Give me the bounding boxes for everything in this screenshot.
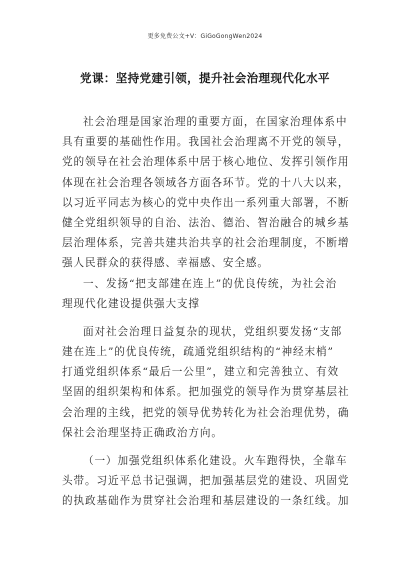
paragraph-line: 社会治理是国家治理的重要方面，在国家治理体系中: [83, 116, 348, 128]
paragraph-line: 打通党组织体系“最后一公里”，建立和完善独立、有效: [62, 366, 339, 379]
paragraph-line: 具有重要的基础性作用。我国社会治理离不开党的领导，: [62, 136, 350, 149]
paragraph-line: 强人民群众的获得感、幸福感、安全感。: [62, 257, 269, 270]
header-note: 更多免费公文+V：GiGoGongWen2024: [147, 33, 263, 40]
paragraph-line: （一）加强党组织体系化建设。火车跑得快，全靠车: [83, 455, 348, 467]
paragraph-line: 会治理的主线，把党的领导优势转化为社会治理优势，确: [62, 406, 350, 419]
paragraph-line: 保社会治理坚持正确政治方向。: [62, 426, 223, 439]
document-body: [62, 112, 352, 512]
paragraph-line: 头带。习近平总书记强调，把加强基层党的建设、巩固党: [62, 475, 350, 488]
spacer: [62, 443, 352, 451]
paragraph-line: 面对社会治理日益复杂的现状，党组织要发扬“支部: [83, 325, 343, 338]
paragraph-line: 的执政基础作为贯穿社会治理和基层建设的一条红线。加: [62, 495, 350, 508]
paragraph-line: 体现在社会治理各领域各方面各环节。党的十八大以来，: [62, 176, 350, 189]
document-title: 党课：坚持党建引领，提升社会治理现代化水平: [80, 71, 330, 85]
paragraph-line: 层治理体系，完善共建共治共享的社会治理制度，不断增: [62, 237, 350, 250]
paragraph-line: 建在连上”的优良传统，疏通党组织结构的“神经末梢”: [62, 346, 334, 359]
section-heading-line: 理现代化建设提供强大支撑: [62, 297, 200, 310]
section-heading-line: 一、发扬“把支部建在连上”的优良传统，为社会治: [83, 277, 337, 290]
spacer: [62, 314, 352, 322]
paragraph-line: 以习近平同志为核心的党中央作出一系列重大部署，不断: [62, 196, 350, 209]
paragraph-line: 健全党组织领导的自治、法治、德治、智治融合的城乡基: [62, 216, 350, 229]
paragraph-line: 坚固的组织架构和体系。把加强党的领导作为贯穿基层社: [62, 386, 350, 399]
paragraph-line: 党的领导在社会治理体系中居于核心地位、发挥引领作用: [62, 156, 350, 169]
